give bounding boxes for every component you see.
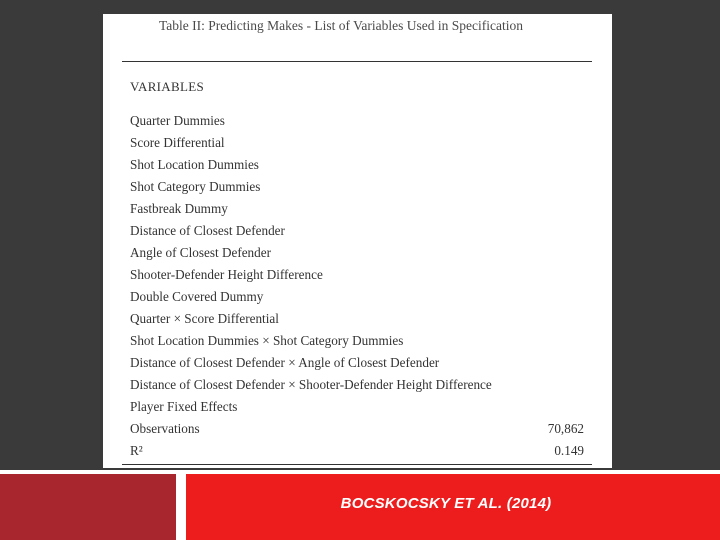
variables-header: VARIABLES (130, 79, 204, 94)
variable-row: Shot Location Dummies (130, 157, 259, 172)
r-squared-label: R² (130, 443, 143, 458)
table-top-rule (122, 61, 592, 62)
footer-bar (186, 474, 720, 540)
variable-row: Distance of Closest Defender × Shooter-Defender Height Difference (130, 377, 492, 392)
variable-row: Quarter × Score Differential (130, 311, 279, 326)
variable-row: Score Differential (130, 135, 225, 150)
variable-row: Fastbreak Dummy (130, 201, 228, 216)
variable-row: Shot Category Dummies (130, 179, 261, 194)
variable-row: Player Fixed Effects (130, 399, 238, 414)
variable-row: Distance of Closest Defender (130, 223, 285, 238)
table-image (103, 14, 612, 468)
variable-row: Double Covered Dummy (130, 289, 264, 304)
variable-row: Shot Location Dummies × Shot Category Dummies (130, 333, 404, 348)
r-squared-value: 0.149 (554, 443, 584, 458)
variable-row: Shooter-Defender Height Difference (130, 267, 323, 282)
footer-accent-block (0, 474, 176, 540)
variable-row: Angle of Closest Defender (130, 245, 271, 260)
table-title: Table II: Predicting Makes - List of Variables Used in Specification (159, 18, 523, 33)
variable-row: Distance of Closest Defender × Angle of Closest Defender (130, 355, 440, 370)
observations-label: Observations (130, 421, 200, 436)
observations-value: 70,862 (547, 421, 584, 436)
variable-row: Quarter Dummies (130, 113, 225, 128)
citation-text: BOCSKOCSKY ET AL. (2014) (340, 495, 552, 512)
table-bottom-rule (122, 464, 592, 465)
